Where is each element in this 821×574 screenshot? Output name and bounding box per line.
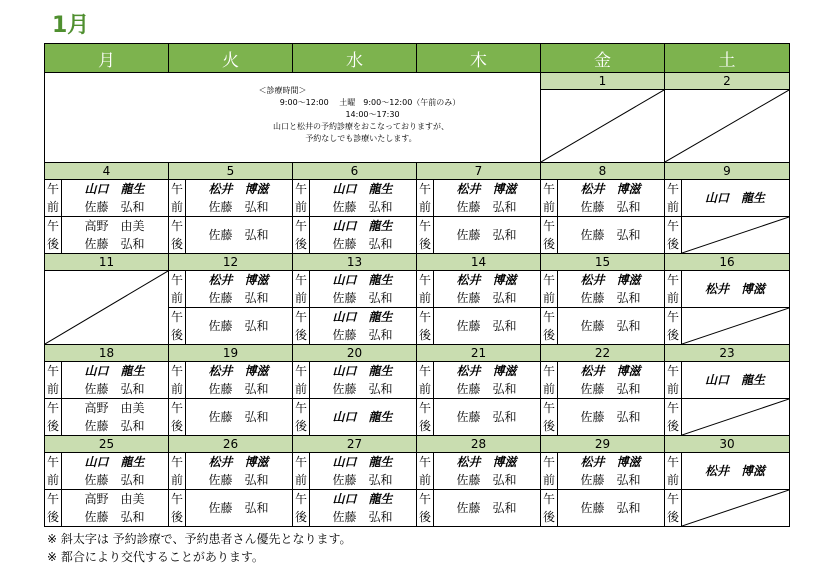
doctor-name: 佐藤 弘和 [580, 501, 641, 515]
morning-slot [665, 180, 790, 217]
afternoon-slot [541, 490, 665, 527]
doctor-name: 佐藤 弘和 [332, 237, 393, 251]
doctor-name: 佐藤 弘和 [84, 237, 145, 251]
slot-label: 午 前 [417, 362, 434, 398]
doctor-name: 高野 由美 [84, 492, 145, 506]
afternoon-slot [541, 308, 665, 345]
doctor-name: 佐藤 弘和 [208, 319, 269, 333]
morning-slot [45, 180, 169, 217]
morning-slot [169, 271, 293, 308]
morning-slot [541, 271, 665, 308]
date-cell: 25 [45, 436, 169, 453]
morning-slot [45, 362, 169, 399]
morning-slot [293, 180, 417, 217]
doctor-name: 佐藤 弘和 [84, 473, 145, 487]
date-cell: 12 [169, 254, 293, 271]
date-cell: 29 [541, 436, 665, 453]
doctor-name: 松井 博滋 [208, 182, 269, 196]
doctor-name: 佐藤 弘和 [580, 473, 641, 487]
doctor-name: 山口 龍生 [704, 373, 765, 387]
doctor-name: 山口 龍生 [332, 219, 393, 233]
morning-row [45, 362, 790, 399]
doctor-name: 松井 博滋 [580, 364, 641, 378]
slot-label: 午 前 [417, 271, 434, 307]
date-cell: 20 [293, 345, 417, 362]
weekday-header: 木 [417, 44, 541, 73]
date-cell: 27 [293, 436, 417, 453]
date-cell: 28 [417, 436, 541, 453]
morning-row [45, 180, 790, 217]
slot-label: 午 後 [169, 217, 186, 253]
doctor-name: 山口 龍生 [332, 182, 393, 196]
slot-label: 午 前 [541, 271, 558, 307]
afternoon-slot [169, 217, 293, 254]
date-cell: 5 [169, 163, 293, 180]
doctor-name: 山口 龍生 [84, 182, 145, 196]
morning-slot [417, 271, 541, 308]
slot-label: 午 前 [665, 453, 682, 489]
date-cell: 8 [541, 163, 665, 180]
doctor-name: 佐藤 弘和 [208, 228, 269, 242]
afternoon-slot [45, 490, 169, 527]
date-cell: 30 [665, 436, 790, 453]
doctor-name: 佐藤 弘和 [456, 473, 517, 487]
doctor-name: 佐藤 弘和 [580, 382, 641, 396]
morning-slot [665, 362, 790, 399]
slot-label: 午 前 [541, 362, 558, 398]
afternoon-slot [417, 308, 541, 345]
morning-slot [665, 453, 790, 490]
slot-label: 午 後 [45, 399, 62, 435]
afternoon-slot [665, 217, 790, 254]
date-cell: 23 [665, 345, 790, 362]
slot-label: 午 後 [169, 308, 186, 344]
doctor-name: 佐藤 弘和 [580, 319, 641, 333]
afternoon-slot [541, 217, 665, 254]
slot-label: 午 前 [169, 453, 186, 489]
morning-slot [45, 453, 169, 490]
doctor-name: 佐藤 弘和 [456, 501, 517, 515]
morning-row [45, 271, 790, 308]
doctor-name: 佐藤 弘和 [208, 410, 269, 424]
doctor-name: 佐藤 弘和 [332, 291, 393, 305]
doctor-name: 松井 博滋 [456, 182, 517, 196]
date-cell: 4 [45, 163, 169, 180]
weekday-header: 月 [45, 44, 169, 73]
slot-label: 午 後 [541, 217, 558, 253]
closed-cell [541, 90, 665, 163]
afternoon-slot [169, 308, 293, 345]
afternoon-slot [541, 399, 665, 436]
morning-slot [417, 453, 541, 490]
date-cell: 7 [417, 163, 541, 180]
afternoon-slot [45, 399, 169, 436]
date-row [45, 163, 790, 180]
info-line: 14:00～17:30 [345, 110, 400, 119]
slot-label: 午 前 [665, 362, 682, 398]
afternoon-slot [417, 217, 541, 254]
doctor-name: 山口 龍生 [332, 410, 393, 424]
calendar-table [44, 43, 790, 527]
closed-cell [45, 271, 169, 345]
slot-label: 午 前 [417, 453, 434, 489]
closed-slash [682, 308, 789, 344]
afternoon-slot [417, 399, 541, 436]
slot-label: 午 前 [169, 362, 186, 398]
morning-slot [293, 453, 417, 490]
doctor-name: 佐藤 弘和 [456, 228, 517, 242]
afternoon-row [45, 490, 790, 527]
slot-label: 午 後 [541, 490, 558, 526]
date-cell: 21 [417, 345, 541, 362]
slot-label: 午 後 [665, 490, 682, 526]
slot-label: 午 後 [417, 308, 434, 344]
morning-slot [417, 180, 541, 217]
weekday-header: 水 [293, 44, 417, 73]
doctor-name: 佐藤 弘和 [84, 200, 145, 214]
footnotes [47, 530, 352, 566]
afternoon-slot [665, 308, 790, 345]
date-row [45, 345, 790, 362]
afternoon-slot [665, 490, 790, 527]
slot-label: 午 前 [293, 271, 310, 307]
doctor-name: 佐藤 弘和 [332, 328, 393, 342]
doctor-name: 佐藤 弘和 [456, 382, 517, 396]
footnote: ※ 都合により交代することがあります。 [47, 550, 264, 564]
doctor-name: 佐藤 弘和 [84, 419, 145, 433]
date-cell: 2 [665, 73, 790, 90]
doctor-name: 山口 龍生 [332, 273, 393, 287]
doctor-name: 松井 博滋 [580, 182, 641, 196]
slot-label: 午 前 [293, 362, 310, 398]
slot-label: 午 前 [169, 180, 186, 216]
doctor-name: 佐藤 弘和 [208, 382, 269, 396]
morning-slot [169, 362, 293, 399]
morning-slot [169, 453, 293, 490]
slot-label: 午 後 [293, 308, 310, 344]
weekday-header-row [45, 44, 790, 73]
date-cell: 16 [665, 254, 790, 271]
doctor-name: 山口 龍生 [84, 364, 145, 378]
doctor-name: 松井 博滋 [208, 364, 269, 378]
doctor-name: 佐藤 弘和 [332, 200, 393, 214]
info-heading: ＜診療時間＞ [258, 86, 307, 95]
afternoon-slot [417, 490, 541, 527]
doctor-name: 佐藤 弘和 [208, 200, 269, 214]
slot-label: 午 前 [45, 362, 62, 398]
morning-slot [293, 362, 417, 399]
afternoon-slot [293, 490, 417, 527]
slot-label: 午 後 [169, 399, 186, 435]
slot-label: 午 後 [293, 490, 310, 526]
footnote: ※ 斜太字は 予約診療で、予約患者さん優先となります。 [47, 532, 352, 546]
page-title: 1月 [52, 13, 90, 38]
doctor-name: 松井 博滋 [456, 364, 517, 378]
closed-slash [682, 490, 789, 526]
slot-label: 午 後 [417, 217, 434, 253]
date-cell: 14 [417, 254, 541, 271]
afternoon-slot [293, 399, 417, 436]
doctor-name: 佐藤 弘和 [332, 473, 393, 487]
doctor-name: 佐藤 弘和 [208, 291, 269, 305]
doctor-name: 山口 龍生 [332, 364, 393, 378]
weekday-header: 土 [665, 44, 790, 73]
doctor-name: 佐藤 弘和 [580, 291, 641, 305]
date-cell: 18 [45, 345, 169, 362]
doctor-name: 松井 博滋 [704, 464, 765, 478]
slot-label: 午 後 [169, 490, 186, 526]
slot-label: 午 後 [665, 217, 682, 253]
closed-slash [682, 399, 789, 435]
slot-label: 午 前 [417, 180, 434, 216]
date-cell: 26 [169, 436, 293, 453]
afternoon-slot [293, 308, 417, 345]
morning-slot [417, 362, 541, 399]
morning-slot [169, 180, 293, 217]
slot-label: 午 後 [417, 399, 434, 435]
doctor-name: 佐藤 弘和 [580, 410, 641, 424]
slot-label: 午 後 [665, 399, 682, 435]
slot-label: 午 前 [665, 180, 682, 216]
doctor-name: 高野 由美 [84, 401, 145, 415]
date-row [45, 254, 790, 271]
morning-row [45, 453, 790, 490]
slot-label: 午 前 [45, 180, 62, 216]
slot-label: 午 後 [293, 399, 310, 435]
date-cell: 6 [293, 163, 417, 180]
morning-slot [541, 362, 665, 399]
slot-label: 午 後 [541, 399, 558, 435]
doctor-name: 佐藤 弘和 [456, 410, 517, 424]
slot-label: 午 前 [541, 453, 558, 489]
slot-label: 午 前 [541, 180, 558, 216]
afternoon-slot [169, 490, 293, 527]
slot-label: 午 後 [417, 490, 434, 526]
doctor-name: 佐藤 弘和 [332, 382, 393, 396]
doctor-name: 佐藤 弘和 [580, 228, 641, 242]
doctor-name: 山口 龍生 [332, 310, 393, 324]
doctor-name: 佐藤 弘和 [580, 200, 641, 214]
afternoon-slot [169, 399, 293, 436]
closed-cell [665, 90, 790, 163]
doctor-name: 松井 博滋 [580, 273, 641, 287]
doctor-name: 松井 博滋 [456, 455, 517, 469]
date-cell: 19 [169, 345, 293, 362]
afternoon-slot [45, 217, 169, 254]
slot-label: 午 後 [541, 308, 558, 344]
date-cell: 11 [45, 254, 169, 271]
slot-label: 午 前 [293, 180, 310, 216]
date-cell: 13 [293, 254, 417, 271]
doctor-name: 松井 博滋 [208, 455, 269, 469]
date-cell: 9 [665, 163, 790, 180]
doctor-name: 佐藤 弘和 [84, 382, 145, 396]
info-line: 9:00～12:00 土曜 9:00～12:00（午前のみ） [279, 98, 461, 107]
slot-label: 午 後 [45, 217, 62, 253]
doctor-name: 山口 龍生 [704, 191, 765, 205]
doctor-name: 佐藤 弘和 [332, 510, 393, 524]
afternoon-slot [293, 217, 417, 254]
morning-slot [541, 180, 665, 217]
slot-label: 午 前 [169, 271, 186, 307]
slot-label: 午 後 [45, 490, 62, 526]
morning-slot [541, 453, 665, 490]
doctor-name: 山口 龍生 [84, 455, 145, 469]
doctor-name: 山口 龍生 [332, 492, 393, 506]
info-line: 予約なしでも診療いたします。 [305, 134, 417, 143]
weekday-header: 金 [541, 44, 665, 73]
slot-label: 午 前 [665, 271, 682, 307]
slot-label: 午 後 [293, 217, 310, 253]
closed-slash [682, 217, 789, 253]
slot-label: 午 前 [293, 453, 310, 489]
doctor-name: 松井 博滋 [208, 273, 269, 287]
doctor-name: 佐藤 弘和 [84, 510, 145, 524]
doctor-name: 松井 博滋 [456, 273, 517, 287]
doctor-name: 佐藤 弘和 [208, 501, 269, 515]
weekday-header: 火 [169, 44, 293, 73]
doctor-name: 高野 由美 [84, 219, 145, 233]
date-cell: 15 [541, 254, 665, 271]
doctor-name: 山口 龍生 [332, 455, 393, 469]
slot-label: 午 後 [665, 308, 682, 344]
doctor-name: 佐藤 弘和 [456, 200, 517, 214]
morning-slot [293, 271, 417, 308]
info-line: 山口と松井の予約診療をおこなっておりますが、 [273, 122, 449, 131]
date-row [45, 436, 790, 453]
doctor-name: 松井 博滋 [704, 282, 765, 296]
doctor-name: 松井 博滋 [580, 455, 641, 469]
afternoon-row [45, 217, 790, 254]
doctor-name: 佐藤 弘和 [208, 473, 269, 487]
slot-label: 午 前 [45, 453, 62, 489]
clinic-hours-info [45, 73, 541, 163]
doctor-name: 佐藤 弘和 [456, 291, 517, 305]
afternoon-slot [665, 399, 790, 436]
morning-slot [665, 271, 790, 308]
afternoon-row [45, 399, 790, 436]
date-cell: 1 [541, 73, 665, 90]
date-cell: 22 [541, 345, 665, 362]
doctor-name: 佐藤 弘和 [456, 319, 517, 333]
